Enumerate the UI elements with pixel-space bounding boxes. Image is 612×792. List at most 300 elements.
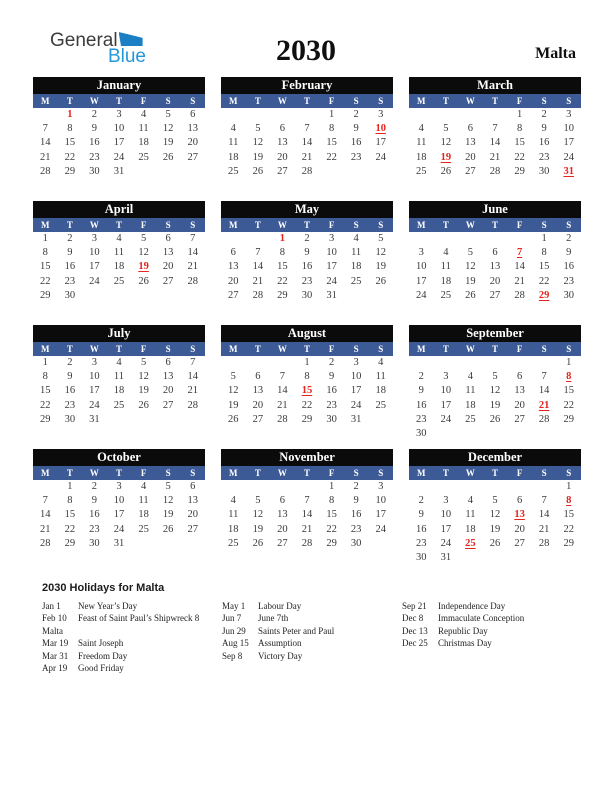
day-cell: 10 [350, 371, 362, 383]
day-cell: 29 [514, 165, 525, 177]
day-cell: 17 [113, 509, 125, 521]
empty-day-cell [458, 108, 483, 122]
day-cell: 12 [162, 123, 174, 135]
empty-day-cell [221, 480, 246, 494]
holiday-name: New Year’s Day [78, 601, 138, 611]
weekday-label: T [115, 344, 122, 354]
day-cell: 21 [187, 385, 198, 397]
day-cell: 24 [375, 151, 386, 163]
day-cell: 10 [89, 371, 100, 383]
day-cell: 2 [67, 233, 73, 244]
day-cell: 10 [440, 509, 452, 521]
holiday-entry [42, 638, 220, 649]
weekday-label: F [140, 468, 147, 478]
day-cell: 24 [113, 523, 125, 535]
day-cell: 14 [40, 509, 51, 521]
empty-day-cell [458, 551, 483, 565]
weekday-header-row [221, 342, 393, 356]
weekday-label: S [165, 468, 171, 478]
empty-day-cell [246, 480, 271, 494]
weekday-label: S [190, 344, 196, 354]
day-cell: 31 [350, 413, 362, 425]
day-cell: 15 [514, 137, 525, 149]
day-cell: 26 [440, 165, 452, 177]
day-cell: 22 [64, 523, 76, 535]
weekday-label: S [566, 96, 572, 106]
weekday-header-row [409, 94, 581, 108]
day-cell: 9 [67, 371, 73, 383]
day-cell: 20 [514, 523, 525, 535]
day-cell: 15 [326, 509, 337, 521]
holiday-name: Christmas Day [438, 638, 492, 649]
day-cell: 24 [375, 523, 386, 535]
holiday-date: Mar 31 [42, 650, 69, 661]
weekday-header-row [33, 342, 205, 356]
holiday-day-link[interactable]: 21 [538, 399, 550, 411]
holiday-day-link[interactable]: 8 [566, 371, 572, 383]
holiday-day-link[interactable]: 8 [566, 495, 572, 507]
day-cell: 3 [378, 109, 384, 120]
weekday-label: T [442, 344, 449, 354]
day-cell: 26 [465, 289, 476, 301]
day-cell: 14 [538, 509, 550, 521]
day-cell: 10 [113, 123, 125, 135]
empty-day-cell [434, 108, 459, 122]
month-title: December [409, 449, 581, 466]
day-cell: 2 [328, 357, 335, 368]
days-grid [409, 108, 581, 179]
day-cell: 15 [64, 137, 76, 149]
day-cell: 9 [353, 495, 359, 507]
day-cell: 28 [187, 399, 198, 411]
empty-day-cell [131, 413, 156, 427]
day-cell: 7 [304, 495, 310, 507]
day-cell: 17 [326, 261, 337, 273]
day-cell: 23 [64, 399, 76, 411]
weekday-label: W [277, 96, 287, 106]
empty-day-cell [409, 108, 434, 122]
day-cell: 28 [301, 165, 313, 177]
day-cell: 14 [301, 509, 313, 521]
day-cell: 23 [538, 151, 550, 163]
weekday-label: M [229, 220, 238, 230]
day-cell: 5 [165, 481, 171, 492]
day-cell: 27 [162, 399, 174, 411]
holiday-name: June 7th [258, 613, 289, 624]
holiday-date: Dec 13 [402, 625, 428, 636]
holiday-name: Victory Day [258, 650, 303, 661]
day-cell: 7 [541, 495, 547, 507]
day-cell: 20 [277, 523, 288, 535]
holiday-date: Apr 19 [42, 662, 68, 673]
holiday-entry [222, 601, 400, 612]
day-cell: 23 [326, 399, 337, 411]
weekday-label: T [442, 468, 449, 478]
day-cell: 28 [40, 537, 51, 549]
empty-day-cell [458, 232, 483, 246]
empty-day-cell [368, 165, 393, 179]
day-cell: 8 [42, 247, 48, 259]
weekday-label: T [254, 96, 261, 106]
day-cell: 21 [40, 523, 51, 535]
month-january [33, 77, 205, 193]
logo-text-general: General [50, 30, 118, 51]
day-cell: 15 [40, 261, 51, 273]
day-cell: 15 [326, 137, 337, 149]
day-cell: 20 [277, 151, 288, 163]
day-cell: 14 [301, 137, 313, 149]
day-cell: 16 [64, 261, 76, 273]
days-grid [33, 480, 205, 551]
day-cell: 15 [538, 261, 550, 273]
day-cell: 11 [228, 137, 239, 149]
day-cell: 11 [113, 247, 125, 259]
day-cell: 6 [467, 123, 474, 135]
empty-day-cell [270, 480, 295, 494]
empty-day-cell [409, 232, 434, 246]
day-cell: 31 [113, 165, 125, 177]
weekday-label: F [140, 344, 147, 354]
year-title: 2030 [276, 34, 336, 67]
day-cell: 3 [91, 357, 98, 368]
holiday-date: May 1 [222, 601, 246, 611]
day-cell: 19 [138, 385, 149, 397]
weekday-label: S [378, 468, 384, 478]
day-cell: 29 [326, 537, 337, 549]
weekday-label: T [66, 220, 73, 230]
day-cell: 29 [301, 413, 313, 425]
weekday-label: T [491, 344, 498, 354]
month-title: November [221, 449, 393, 466]
empty-day-cell [458, 356, 483, 370]
holiday-day-link[interactable]: 19 [440, 151, 452, 163]
day-cell: 2 [91, 481, 98, 492]
day-cell: 7 [42, 123, 48, 135]
day-cell: 27 [465, 165, 476, 177]
day-cell: 22 [326, 523, 337, 535]
day-cell: 24 [89, 275, 100, 287]
month-title: January [33, 77, 205, 94]
day-cell: 1 [42, 233, 48, 244]
empty-day-cell [156, 289, 181, 303]
empty-day-cell [295, 108, 320, 122]
empty-day-cell [434, 232, 459, 246]
empty-day-cell [507, 551, 532, 565]
day-cell: 4 [467, 371, 474, 383]
day-cell: 28 [538, 413, 550, 425]
day-cell: 21 [489, 151, 501, 163]
day-cell: 22 [40, 275, 51, 287]
holiday-day-link[interactable]: 29 [538, 289, 550, 301]
day-cell: 19 [162, 137, 174, 149]
days-grid [409, 480, 581, 565]
month-may [221, 201, 393, 317]
day-cell: 13 [277, 509, 288, 521]
day-cell: 10 [563, 123, 574, 135]
day-cell: 12 [252, 509, 264, 521]
month-title: April [33, 201, 205, 218]
month-november [221, 449, 393, 565]
day-cell: 9 [418, 385, 424, 397]
day-cell: 3 [91, 233, 98, 244]
day-cell: 17 [563, 137, 574, 149]
holiday-day-link[interactable]: 7 [516, 247, 523, 259]
day-cell: 12 [138, 247, 149, 259]
holiday-day-link[interactable]: 19 [138, 261, 149, 273]
day-cell: 25 [228, 537, 239, 549]
weekday-label: M [417, 220, 426, 230]
empty-day-cell [532, 551, 557, 565]
day-cell: 29 [563, 537, 574, 549]
holiday-entry [42, 651, 220, 662]
empty-day-cell [221, 108, 246, 122]
day-cell: 11 [351, 247, 362, 259]
day-cell: 4 [443, 247, 449, 259]
weekday-label: S [353, 468, 359, 478]
day-cell: 25 [375, 399, 386, 411]
day-cell: 28 [187, 275, 198, 287]
day-cell: 25 [113, 275, 125, 287]
day-cell: 28 [252, 289, 264, 301]
holiday-day-link[interactable]: 25 [465, 537, 476, 549]
empty-day-cell [483, 551, 508, 565]
day-cell: 5 [378, 233, 384, 244]
weekday-label: T [442, 220, 449, 230]
day-cell: 19 [228, 399, 239, 411]
day-cell: 18 [113, 261, 125, 273]
day-cell: 22 [538, 275, 550, 287]
day-cell: 5 [140, 233, 147, 244]
weekday-label: S [541, 344, 547, 354]
month-title: July [33, 325, 205, 342]
day-cell: 26 [162, 151, 174, 163]
day-cell: 19 [489, 523, 501, 535]
day-cell: 23 [89, 523, 100, 535]
day-cell: 27 [277, 165, 288, 177]
holiday-day-link[interactable]: 13 [514, 509, 525, 521]
empty-day-cell [107, 413, 132, 427]
month-title: August [221, 325, 393, 342]
day-cell: 18 [350, 261, 362, 273]
weekday-label: S [378, 220, 384, 230]
day-cell: 31 [326, 289, 337, 301]
empty-day-cell [368, 537, 393, 551]
day-cell: 8 [67, 495, 73, 507]
weekday-label: S [353, 344, 359, 354]
weekday-label: T [115, 220, 122, 230]
weekday-label: T [66, 96, 73, 106]
weekday-label: M [417, 344, 426, 354]
day-cell: 11 [440, 261, 451, 273]
day-cell: 12 [138, 371, 149, 383]
day-cell: 29 [40, 413, 51, 425]
empty-day-cell [131, 289, 156, 303]
day-cell: 6 [190, 109, 196, 120]
day-cell: 5 [255, 123, 261, 135]
month-title: February [221, 77, 393, 94]
weekday-label: W [89, 96, 99, 106]
weekday-label: T [303, 96, 310, 106]
empty-day-cell [458, 427, 483, 441]
empty-day-cell [483, 427, 508, 441]
day-cell: 8 [541, 247, 547, 259]
days-grid [221, 356, 393, 427]
day-cell: 1 [516, 109, 523, 120]
day-cell: 6 [190, 481, 196, 492]
weekday-label: F [140, 220, 147, 230]
day-cell: 31 [440, 551, 452, 563]
empty-day-cell [507, 356, 532, 370]
weekday-label: W [465, 220, 475, 230]
day-cell: 13 [187, 123, 198, 135]
empty-day-cell [483, 480, 508, 494]
day-cell: 27 [489, 289, 501, 301]
day-cell: 10 [326, 247, 337, 259]
day-cell: 19 [252, 523, 264, 535]
day-cell: 3 [116, 481, 122, 492]
day-cell: 27 [252, 413, 264, 425]
day-cell: 14 [489, 137, 501, 149]
holiday-entry [42, 613, 220, 624]
day-cell: 7 [190, 233, 196, 244]
day-cell: 4 [116, 233, 122, 244]
day-cell: 8 [328, 495, 335, 507]
month-february [221, 77, 393, 193]
weekday-label: S [541, 96, 547, 106]
holiday-date: Sep 8 [222, 650, 243, 661]
holiday-entry [402, 626, 580, 637]
day-cell: 4 [140, 109, 147, 120]
weekday-label: W [277, 220, 287, 230]
day-cell: 24 [440, 413, 452, 425]
day-cell: 23 [563, 275, 574, 287]
empty-day-cell [409, 356, 434, 370]
day-cell: 11 [138, 495, 149, 507]
days-grid [33, 108, 205, 179]
days-grid [221, 480, 393, 551]
day-cell: 14 [187, 247, 198, 259]
weekday-label: S [566, 220, 572, 230]
day-cell: 13 [277, 137, 288, 149]
day-cell: 17 [350, 385, 362, 397]
empty-day-cell [33, 480, 58, 494]
weekday-header-row [409, 466, 581, 480]
day-cell: 12 [440, 137, 452, 149]
empty-day-cell [532, 480, 557, 494]
weekday-label: T [491, 96, 498, 106]
empty-day-cell [483, 356, 508, 370]
day-cell: 16 [64, 385, 76, 397]
day-cell: 14 [252, 261, 264, 273]
day-cell: 23 [350, 523, 362, 535]
day-cell: 22 [64, 151, 76, 163]
day-cell: 11 [375, 371, 386, 383]
day-cell: 19 [465, 275, 476, 287]
day-cell: 28 [40, 165, 51, 177]
day-cell: 18 [416, 151, 427, 163]
day-cell: 9 [91, 495, 98, 507]
day-cell: 5 [140, 357, 147, 368]
day-cell: 13 [489, 261, 501, 273]
day-cell: 17 [440, 399, 452, 411]
empty-day-cell [368, 413, 393, 427]
day-cell: 9 [304, 247, 310, 259]
day-cell: 25 [465, 413, 476, 425]
weekday-label: M [417, 96, 426, 106]
day-cell: 24 [440, 537, 452, 549]
day-cell: 24 [113, 151, 125, 163]
day-cell: 11 [465, 385, 476, 397]
day-cell: 16 [416, 523, 427, 535]
day-cell: 12 [228, 385, 239, 397]
weekday-label: F [516, 220, 523, 230]
day-cell: 5 [255, 495, 261, 507]
weekday-label: F [140, 96, 147, 106]
weekday-header-row [33, 94, 205, 108]
day-cell: 1 [42, 357, 48, 368]
day-cell: 12 [465, 261, 476, 273]
day-cell: 13 [514, 385, 525, 397]
weekday-label: S [190, 468, 196, 478]
day-cell: 4 [353, 233, 359, 244]
month-october [33, 449, 205, 565]
day-cell: 27 [228, 289, 239, 301]
empty-day-cell [33, 108, 58, 122]
holiday-day-link[interactable]: 31 [563, 165, 574, 177]
weekday-label: F [328, 344, 335, 354]
day-cell: 6 [255, 371, 261, 383]
day-cell: 1 [566, 357, 572, 368]
weekday-label: T [254, 468, 261, 478]
weekday-label: M [229, 96, 238, 106]
day-cell: 30 [326, 413, 337, 425]
day-cell: 13 [228, 261, 239, 273]
days-grid [33, 232, 205, 303]
weekday-label: W [89, 220, 99, 230]
day-cell: 22 [563, 399, 574, 411]
day-cell: 28 [277, 413, 288, 425]
day-cell: 22 [40, 399, 51, 411]
weekday-label: F [516, 344, 523, 354]
day-cell: 27 [277, 537, 288, 549]
weekday-header-row [221, 94, 393, 108]
day-cell: 28 [514, 289, 525, 301]
day-cell: 18 [228, 151, 239, 163]
day-cell: 11 [228, 509, 239, 521]
weekday-label: M [229, 344, 238, 354]
day-cell: 18 [113, 385, 125, 397]
holiday-day-link[interactable]: 10 [375, 123, 386, 135]
day-cell: 21 [40, 151, 51, 163]
day-cell: 20 [252, 399, 264, 411]
day-cell: 9 [418, 509, 424, 521]
holiday-entry [222, 626, 400, 637]
day-cell: 24 [563, 151, 574, 163]
holiday-day-link[interactable]: 15 [301, 385, 313, 397]
weekday-label: S [566, 344, 572, 354]
day-cell: 12 [489, 509, 501, 521]
day-cell: 4 [378, 357, 384, 368]
empty-day-cell [458, 480, 483, 494]
day-cell: 10 [416, 261, 427, 273]
day-cell: 14 [187, 371, 198, 383]
holiday-date: Aug 15 [222, 638, 249, 649]
day-cell: 8 [304, 371, 310, 383]
day-cell: 18 [138, 137, 149, 149]
holiday-date: Jan 1 [42, 601, 61, 611]
day-cell: 12 [162, 495, 174, 507]
day-cell: 13 [252, 385, 264, 397]
